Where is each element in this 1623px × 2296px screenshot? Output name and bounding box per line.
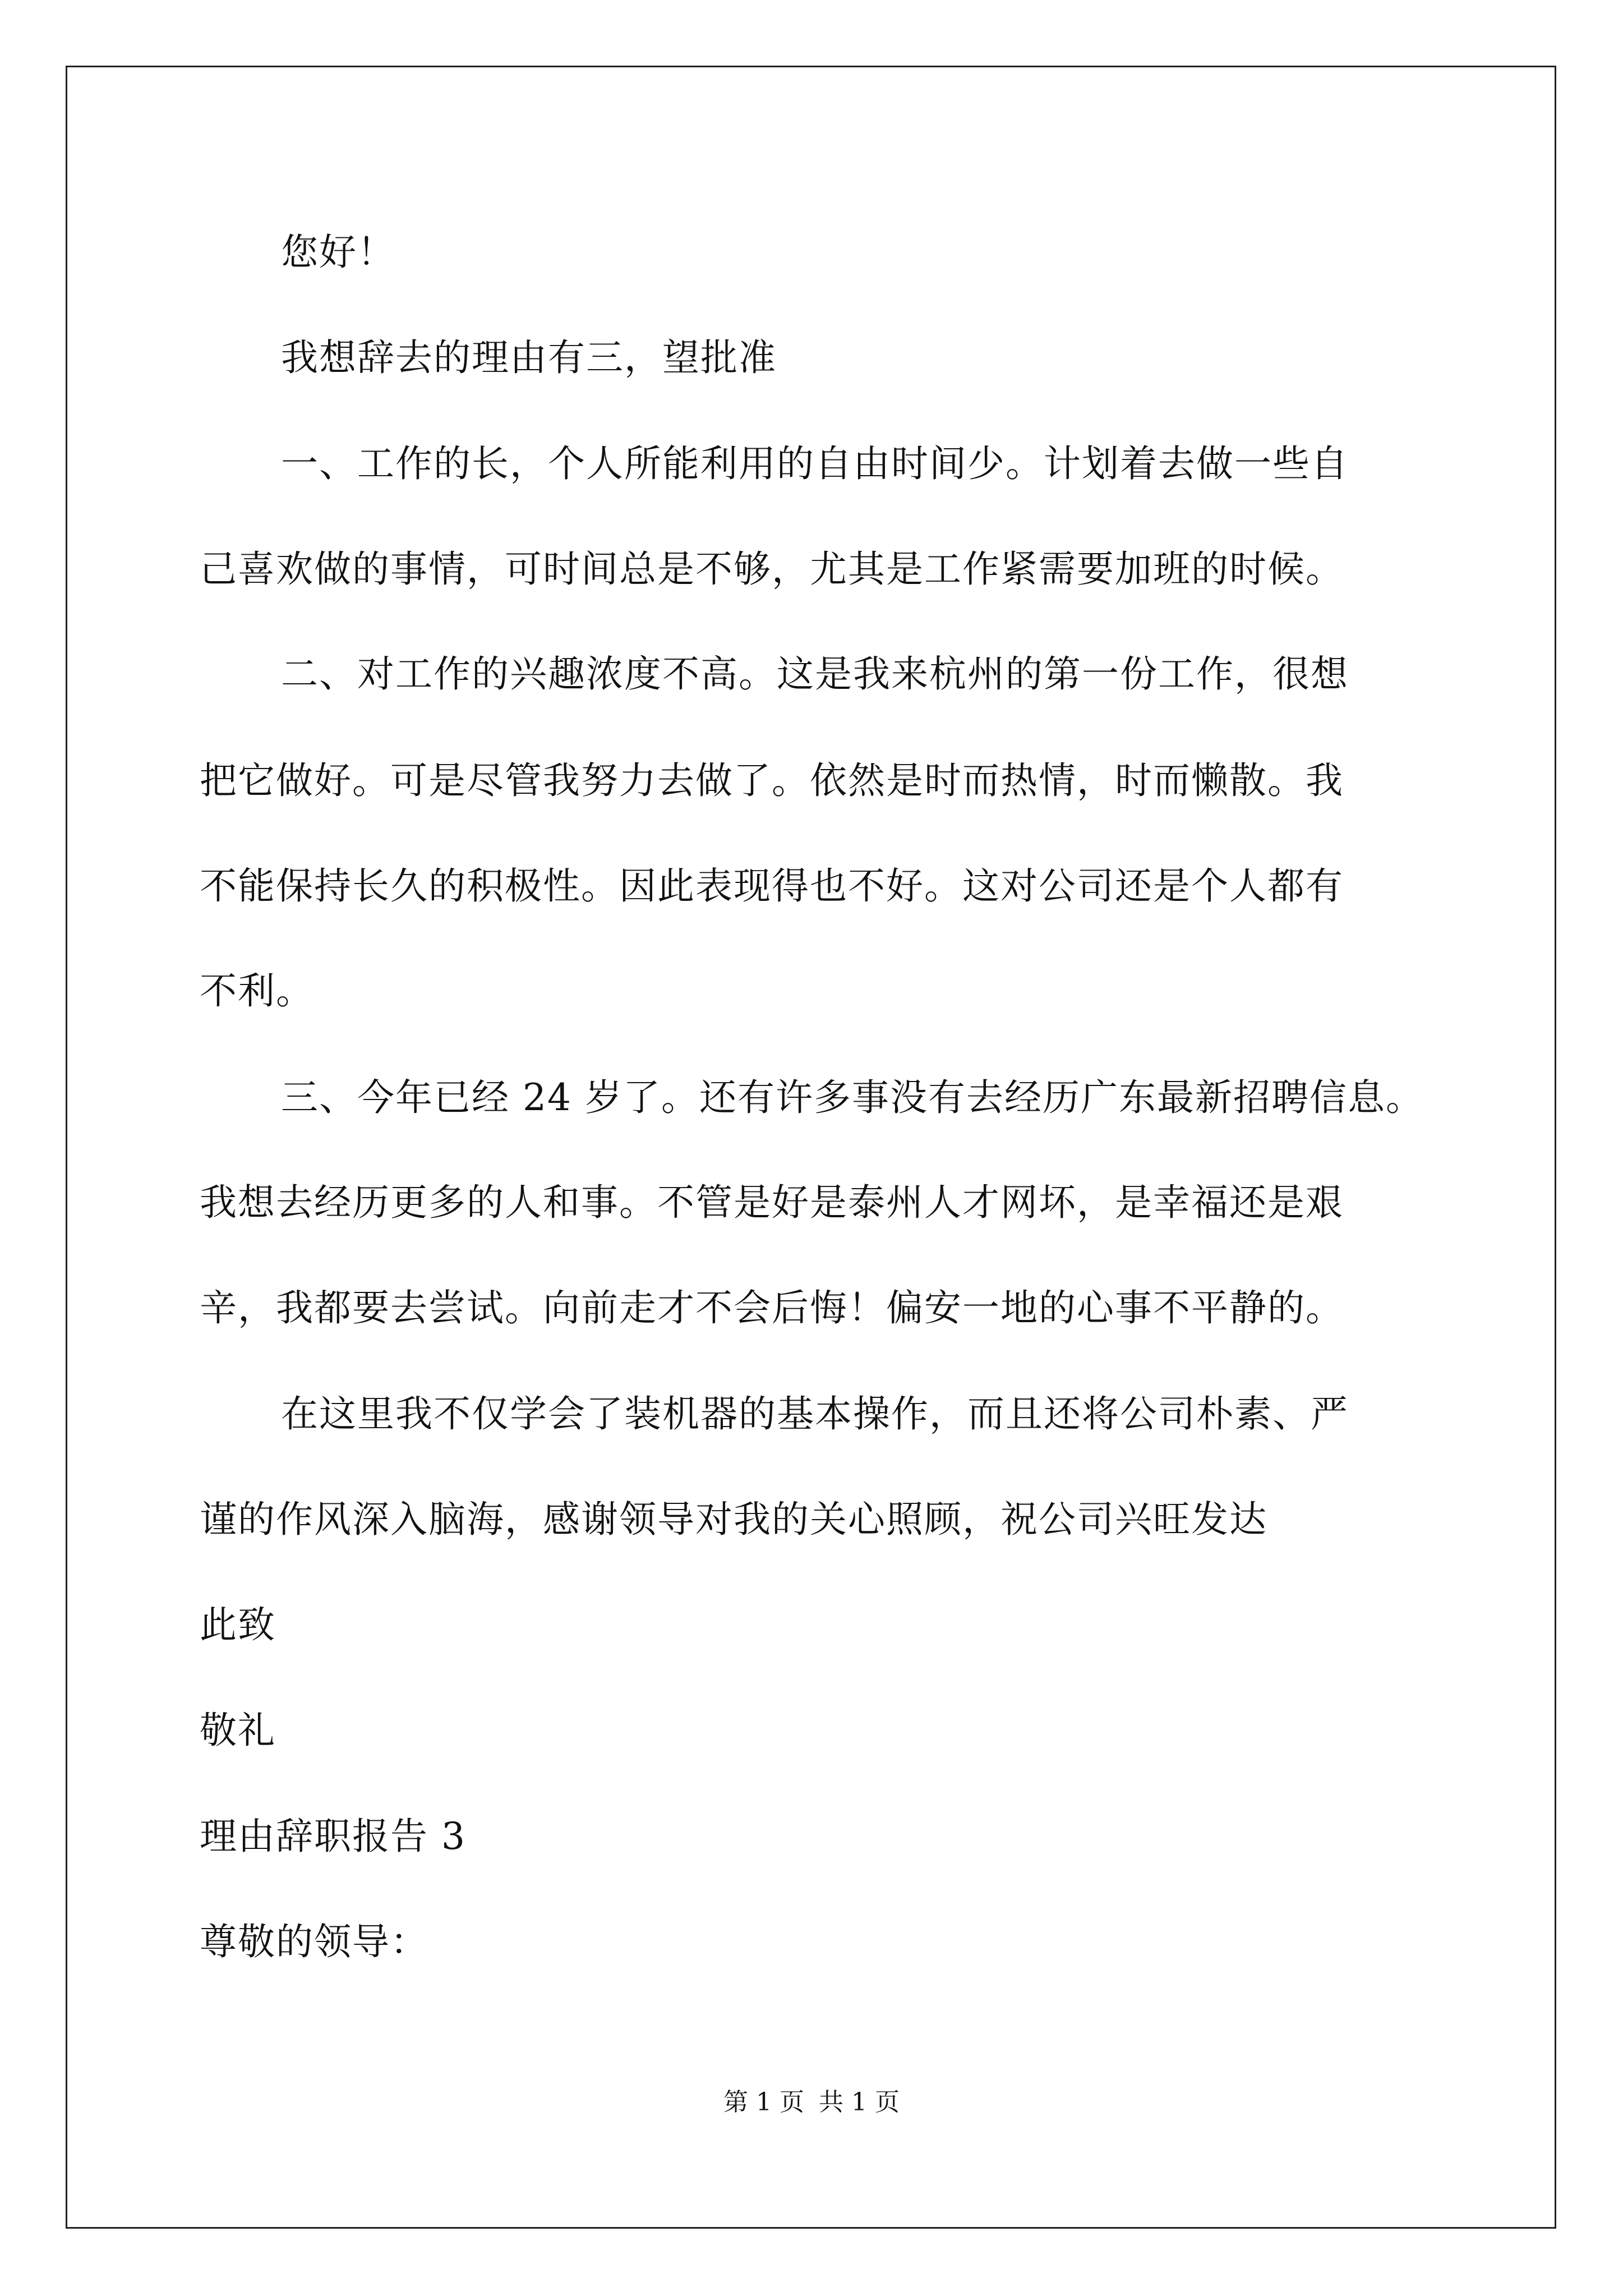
reason-two-line-2: 把它做好。可是尽管我努力去做了。依然是时而热情，时而懒散。我 xyxy=(200,759,1344,802)
page-total: 共 1 页 xyxy=(819,2088,900,2116)
page-footer xyxy=(0,2086,1623,2119)
reason-two-line-1: 二、对工作的兴趣浓度不高。这是我来杭州的第一份工作，很想 xyxy=(281,652,1349,696)
recipient-line: 尊敬的领导： xyxy=(200,1920,428,1963)
reason-three-line-3: 辛，我都要去尝试。向前走才不会后悔！偏安一地的心事不平静的。 xyxy=(200,1286,1344,1329)
reason-three-line-2: 我想去经历更多的人和事。不管是好是泰州人才网坏，是幸福还是艰 xyxy=(200,1181,1344,1224)
closing-line-1: 在这里我不仅学会了装机器的基本操作，而且还将公司朴素、严 xyxy=(281,1392,1349,1435)
page-border xyxy=(66,66,1556,2229)
closing-line-2: 谨的作风深入脑海，感谢领导对我的关心照顾，祝公司兴旺发达 xyxy=(200,1498,1267,1541)
reason-three-line-1: 三、今年已经 24 岁了。还有许多事没有去经历广东最新招聘信息。 xyxy=(281,1076,1424,1119)
salutation-ci-zhi: 此致 xyxy=(200,1603,276,1646)
reason-two-line-4: 不利。 xyxy=(200,969,314,1013)
reason-intro: 我想辞去的理由有三，望批准 xyxy=(281,336,777,379)
salutation-jing-li: 敬礼 xyxy=(200,1709,276,1752)
page-number: 第 1 页 xyxy=(723,2088,804,2116)
reason-one-line-2: 己喜欢做的事情，可时间总是不够，尤其是工作紧需要加班的时候。 xyxy=(200,547,1344,591)
section-heading: 理由辞职报告 3 xyxy=(200,1815,466,1858)
greeting: 您好！ xyxy=(281,231,395,274)
reason-two-line-3: 不能保持长久的积极性。因此表现得也不好。这对公司还是个人都有 xyxy=(200,864,1344,908)
reason-one-line-1: 一、工作的长，个人所能利用的自由时间少。计划着去做一些自 xyxy=(281,442,1349,485)
